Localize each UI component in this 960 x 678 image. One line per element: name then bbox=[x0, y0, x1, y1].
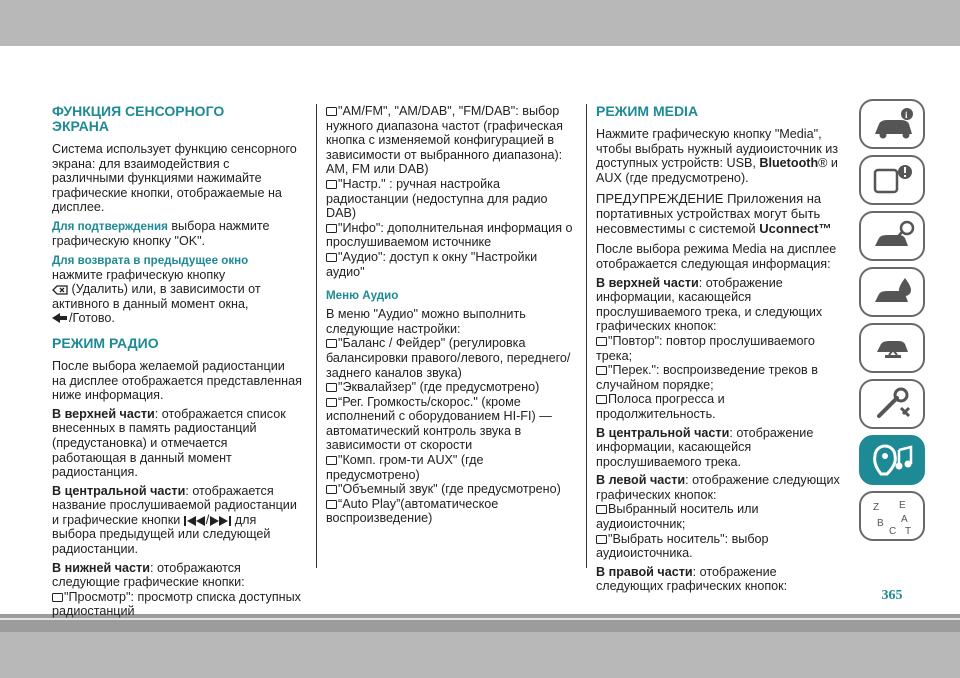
paragraph bbox=[596, 565, 844, 594]
lead-text: В центральной части bbox=[596, 425, 730, 440]
body-text: выбора нажмите графическую кнопку "OK". bbox=[52, 218, 270, 248]
button-icon bbox=[326, 398, 337, 407]
tab-car-info[interactable] bbox=[857, 98, 927, 151]
svg-text:T: T bbox=[905, 526, 912, 537]
list-item-text: "Выбрать носитель": выбор аудиоисточника. bbox=[596, 531, 769, 561]
button-icon bbox=[596, 395, 607, 404]
list-item-text: "Повтор": повтор прослушиваемого трека; bbox=[596, 333, 815, 363]
lead-text: В верхней части bbox=[52, 406, 155, 421]
section-title-audio-menu: Меню Аудио bbox=[326, 289, 399, 303]
body-text: : отображается список внесенных в память радиостанций (предустановка) и отмечается работающая в данный момент радиостанция. bbox=[52, 406, 286, 480]
page-number: 365 bbox=[881, 588, 903, 603]
list-item bbox=[326, 336, 576, 380]
back-arrow-tail bbox=[60, 316, 67, 320]
brand-text: Uconnect™ bbox=[759, 221, 832, 237]
svg-text:i: i bbox=[905, 110, 908, 120]
paragraph bbox=[52, 253, 302, 326]
tab-index[interactable] bbox=[857, 490, 927, 543]
tab-fluids[interactable] bbox=[857, 266, 927, 319]
body-text: : отображается название прослушиваемой радиостанции и графические кнопки bbox=[52, 483, 297, 527]
tab-keys[interactable] bbox=[857, 210, 927, 263]
button-icon bbox=[326, 383, 337, 392]
paragraph: В меню "Аудио" можно выполнить следующие настройки: bbox=[326, 307, 526, 336]
tab-media-navigation[interactable] bbox=[857, 434, 927, 487]
chapter-tabs bbox=[857, 98, 927, 546]
button-icon bbox=[326, 500, 337, 509]
list-item bbox=[326, 177, 576, 221]
car-fluid-icon bbox=[857, 266, 927, 319]
button-icon bbox=[596, 535, 607, 544]
top-frame-bar bbox=[0, 0, 960, 46]
list-item bbox=[326, 250, 576, 279]
list-item bbox=[596, 363, 844, 392]
list-item-text: "Настр." : ручная настройка радиостанции (недоступна для радио DAB) bbox=[326, 176, 548, 221]
list-item-text: "Перек.": воспроизведение треков в случайном порядке; bbox=[596, 363, 818, 392]
list-item-text: Полоса прогресса и продолжительность. bbox=[596, 392, 725, 421]
lead-text: В левой части bbox=[596, 473, 686, 488]
body-text: ПРЕДУПРЕЖДЕНИЕ Приложения на портативных устройствах могут быть несовместимы с системой bbox=[596, 191, 822, 237]
body-text: : отображение информации, касающейся прослушиваемого трека. bbox=[596, 425, 814, 469]
paragraph bbox=[596, 276, 844, 334]
paragraph: После выбора желаемой радиостанции на дисплее отображается представленная ниже информация. bbox=[52, 358, 302, 403]
svg-text:C: C bbox=[889, 526, 897, 537]
delete-icon bbox=[52, 285, 68, 295]
button-icon bbox=[326, 224, 337, 233]
paragraph: В центральной части: отображается название прослушиваемой радиостанции и графические кнопки / для выбора предыдущей или следующей радиостанции. bbox=[52, 483, 297, 557]
index-letters-icon bbox=[857, 490, 927, 543]
list-item bbox=[596, 502, 844, 531]
tab-maintenance[interactable] bbox=[857, 378, 927, 431]
list-item bbox=[326, 221, 576, 250]
warning-info-icon bbox=[857, 154, 927, 207]
title-line: ФУНКЦИЯ СЕНСОРНОГО bbox=[52, 103, 225, 119]
svg-text:B: B bbox=[877, 518, 884, 529]
bottom-frame-bar bbox=[0, 632, 960, 678]
paragraph bbox=[596, 473, 844, 502]
paragraph bbox=[52, 561, 302, 619]
column-divider bbox=[316, 104, 317, 568]
title-line: ЭКРАНА bbox=[52, 118, 109, 134]
body-text: : отображение следующих графических кнопок: bbox=[596, 473, 840, 502]
paragraph bbox=[52, 407, 302, 480]
section-title-media: РЕЖИМ MEDIA bbox=[596, 103, 699, 119]
section-title-touchscreen bbox=[52, 104, 302, 134]
body-text: : отображение следующих графических кнопок: bbox=[596, 564, 788, 594]
list-item bbox=[326, 497, 576, 526]
paragraph bbox=[596, 127, 844, 185]
list-item bbox=[596, 532, 844, 561]
button-icon bbox=[326, 107, 337, 116]
list-item-text: Выбранный носитель или аудиоисточник; bbox=[596, 502, 759, 532]
next-icon bbox=[209, 516, 231, 526]
list-item bbox=[596, 334, 844, 363]
button-icon bbox=[596, 505, 607, 514]
paragraph bbox=[596, 426, 844, 470]
column-radio-audio bbox=[326, 104, 576, 526]
car-key-icon bbox=[857, 210, 927, 263]
list-item-text: "Эквалайзер" (где предусмотрено) bbox=[338, 380, 540, 395]
car-info-icon bbox=[857, 98, 927, 151]
list-item-text: "Объемный звук" (где предусмотрено) bbox=[338, 482, 561, 497]
svg-text:A: A bbox=[901, 514, 908, 525]
brand-text: Bluetooth bbox=[759, 156, 819, 171]
section-title-radio: РЕЖИМ РАДИО bbox=[52, 334, 159, 351]
list-item bbox=[326, 453, 576, 482]
button-icon bbox=[326, 456, 337, 465]
body-text: для выбора предыдущей или следующей радиостанции. bbox=[52, 512, 271, 557]
body-text: (Удалить) или, в зависимости от активного в данный момент окна, bbox=[52, 282, 261, 311]
svg-text:Z: Z bbox=[873, 502, 880, 513]
button-icon bbox=[596, 366, 607, 375]
button-icon bbox=[326, 253, 337, 262]
lead-text: В верхней части bbox=[596, 275, 699, 290]
list-item-text: “Auto Play”(автоматическое воспроизведение) bbox=[326, 496, 499, 526]
paragraph: После выбора режима Media на дисплее отображается следующая информация: bbox=[596, 242, 837, 271]
list-item-text: "Баланс / Фейдер" (регулировка балансировки правого/левого, переднего/заднего каналов звука) bbox=[326, 336, 571, 380]
body-text: : отображение информации, касающейся прослушиваемого трека, и следующих графических кнопок: bbox=[596, 275, 823, 334]
column-media bbox=[596, 104, 844, 594]
button-icon bbox=[326, 339, 337, 348]
tab-jack[interactable] bbox=[857, 322, 927, 375]
column-divider bbox=[586, 104, 587, 568]
list-item bbox=[596, 392, 844, 421]
column-touchscreen-radio bbox=[52, 104, 302, 619]
list-item bbox=[326, 104, 576, 177]
list-item: "Просмотр": просмотр списка доступных радиостанций bbox=[52, 589, 301, 619]
lead-text: Для возврата в предыдущее окно bbox=[52, 253, 249, 267]
lead-text: В центральной части bbox=[52, 483, 186, 498]
previous-icon bbox=[184, 516, 206, 526]
button-icon bbox=[326, 180, 337, 189]
list-item-text: "AM/FM", "AM/DAB", "FM/DAB": выбор нужного диапазона частот (графическая кнопка с изменяемой конфигурацией в зависимости от выбранного диапазона): AM, FM или DAB) bbox=[326, 104, 563, 177]
list-item-text: "Инфо": дополнительная информация о прослушиваемом источнике bbox=[326, 220, 573, 250]
paragraph bbox=[52, 219, 302, 249]
body-text: ® и AUX (где предусмотрено). bbox=[596, 156, 838, 185]
list-item bbox=[326, 395, 576, 453]
car-lift-icon bbox=[857, 322, 927, 375]
button-icon bbox=[52, 593, 63, 602]
lead-text: В правой части bbox=[596, 564, 693, 579]
body-text: нажмите графическую кнопку bbox=[52, 267, 226, 282]
button-icon bbox=[326, 485, 337, 494]
lead-text: Для подтверждения bbox=[52, 219, 168, 233]
svg-text:E: E bbox=[899, 500, 906, 511]
body-text: Нажмите графическую кнопку "Media", чтобы выбрать нужный аудиоисточник из доступных устройств: USB, bbox=[596, 127, 839, 171]
paragraph: Система использует функцию сенсорного экрана: для взаимодействия с различными функциями нажимайте графические кнопки, отображаемые на дисплее. bbox=[52, 142, 297, 215]
media-nav-icon bbox=[857, 434, 927, 487]
list-item-text: “Рег. Громкость/скорос." (кроме исполнений с оборудованием HI-FI) — автоматический контроль звука в зависимости от скорости bbox=[326, 394, 552, 453]
body-text: : отображаются следующие графические кнопки: bbox=[52, 560, 245, 590]
lead-text: В нижней части bbox=[52, 560, 150, 575]
list-item-text: "Комп. гром-ти AUX" (где предусмотрено) bbox=[326, 453, 484, 482]
warning-paragraph bbox=[596, 191, 844, 236]
body-text: /Готово. bbox=[69, 311, 115, 326]
back-arrow-icon bbox=[52, 313, 60, 323]
button-icon bbox=[596, 337, 607, 346]
list-item bbox=[326, 482, 576, 497]
list-item bbox=[326, 380, 576, 395]
list-item-text: "Аудио": доступ к окну "Настройки аудио" bbox=[326, 249, 538, 279]
wrench-icon bbox=[857, 378, 927, 431]
tab-warnings[interactable] bbox=[857, 154, 927, 207]
